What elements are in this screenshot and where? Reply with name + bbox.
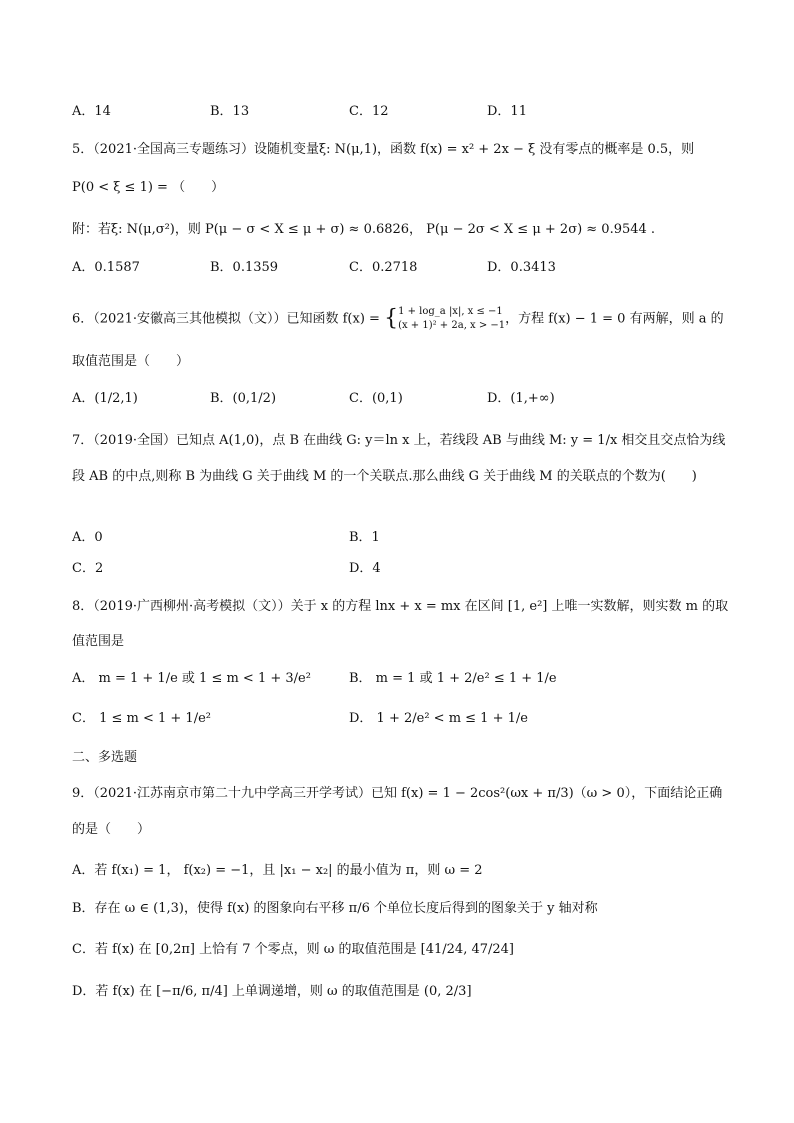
q5-option-b: B．0.1359 xyxy=(210,260,279,275)
brace-icon: { xyxy=(384,306,399,331)
q9-option-d: D．若 f(x) 在 [−π/6, π/4] 上单调递增，则 ω 的取值范围是 (0, 2/3] xyxy=(72,984,472,999)
q6-stem-line2: 取值范围是（ ） xyxy=(72,354,190,369)
q6-option-b: B．(0,1/2) xyxy=(210,391,277,406)
q8-option-c: C． 1 ≤ m < 1 + 1/e² xyxy=(72,711,211,726)
q8-option-a: A． m = 1 + 1/e 或 1 ≤ m < 1 + 3/e² xyxy=(72,671,311,686)
q6-piecewise xyxy=(398,305,505,333)
section-heading: 二、多选题 xyxy=(72,750,138,765)
q7-option-d: D．4 xyxy=(349,561,381,576)
q7-stem-line1: 7．（2019·全国）已知点 A(1,0)，点 B 在曲线 G: y＝ln x 上，若线段 AB 与曲线 M: y = 1/x 相交且交点恰为线 xyxy=(72,433,726,448)
q8-option-b: B． m = 1 或 1 + 2/e² ≤ 1 + 1/e xyxy=(349,671,557,686)
q9-option-a: A．若 f(x₁) = 1， f(x₂) = −1，且 |x₁ − x₂| 的最小值为 π，则 ω = 2 xyxy=(72,863,483,878)
q9-option-b: B．存在 ω ∈ (1,3)，使得 f(x) 的图象向右平移 π/6 个单位长度后得到的图象关于 y 轴对称 xyxy=(72,901,598,916)
q8-stem-line1: 8．（2019·广西柳州·高考模拟（文））关于 x 的方程 lnx + x = mx 在区间 [1, e²] 上唯一实数解，则实数 m 的取 xyxy=(72,599,729,614)
q7-option-b: B．1 xyxy=(349,530,380,545)
q5-option-c: C．0.2718 xyxy=(349,260,418,275)
q6-case2: (x + 1)² + 2a, x > −1 xyxy=(398,320,506,331)
q4-option-a: A．14 xyxy=(72,104,111,119)
q4-option-d: D．11 xyxy=(487,104,527,119)
q6-case1: 1 + log_a |x|, x ≤ −1 xyxy=(398,306,503,317)
q6-option-c: C．(0,1) xyxy=(349,391,403,406)
q6-prefix: 6．（2021·安徽高三其他模拟（文））已知函数 f(x) = xyxy=(72,311,385,327)
q9-option-c: C．若 f(x) 在 [0,2π] 上恰有 7 个零点，则 ω 的取值范围是 [41/24, 47/24] xyxy=(72,942,514,957)
q5-option-a: A．0.1587 xyxy=(72,260,140,275)
q8-stem-line2: 值范围是 xyxy=(72,634,125,649)
q6-option-d: D．(1,+∞) xyxy=(487,391,555,406)
q6-stem-line1 xyxy=(72,305,724,333)
q5-stem-line2: P(0 < ξ ≤ 1) = （ ） xyxy=(72,180,225,195)
q6-option-a: A．(1/2,1) xyxy=(72,391,138,406)
q7-option-c: C．2 xyxy=(72,561,104,576)
q4-option-c: C．12 xyxy=(349,104,389,119)
q4-option-b: B．13 xyxy=(210,104,250,119)
q9-stem-line1: 9．（2021·江苏南京市第二十九中学高三开学考试）已知 f(x) = 1 − 2cos²(ωx + π/3)（ω > 0），下面结论正确 xyxy=(72,786,723,801)
q9-stem-line2: 的是（ ） xyxy=(72,822,151,837)
q5-option-d: D．0.3413 xyxy=(487,260,556,275)
q5-note: 附：若ξ: N(μ,σ²)，则 P(μ − σ < X ≤ μ + σ) ≈ 0.6826， P(μ − 2σ < X ≤ μ + 2σ) ≈ 0.9544 . xyxy=(72,222,656,237)
q6-suffix: ，方程 f(x) − 1 = 0 有两解，则 a 的 xyxy=(505,311,724,327)
q8-option-d: D． 1 + 2/e² < m ≤ 1 + 1/e xyxy=(349,711,528,726)
q5-stem-line1: 5．（2021·全国高三专题练习）设随机变量ξ: N(μ,1)，函数 f(x) = x² + 2x − ξ 没有零点的概率是 0.5，则 xyxy=(72,142,695,157)
q7-option-a: A．0 xyxy=(72,530,103,545)
q7-stem-line2: 段 AB 的中点,则称 B 为曲线 G 关于曲线 M 的一个关联点.那么曲线 G 关于曲线 M 的关联点的个数为( ) xyxy=(72,469,697,484)
